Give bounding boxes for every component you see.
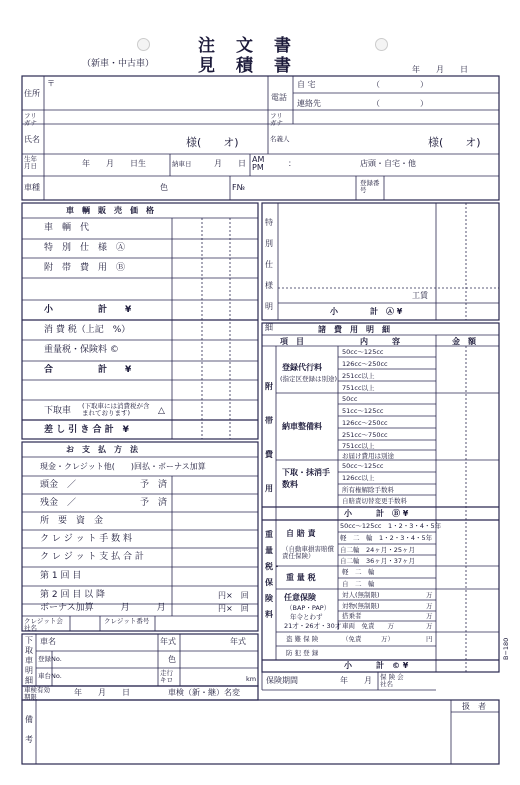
credit-number: クレジット番号 [104,617,150,625]
ins-pdate: 年 月 [340,676,372,685]
pay-item-5: 第 2 回 目 以 降 [40,590,106,600]
ins-nini: 任意保険 [284,593,316,602]
del-row-1: 50cc [342,395,358,403]
label-phone: 電話 [271,93,287,102]
payment-title: お 支 払 方 法 [66,445,138,454]
label-address: 住所 [24,89,40,98]
pay-item-1: 所 要 資 金 [40,516,104,526]
fees-title: 諸 費 用 明 細 [318,325,390,334]
trade-km: km [246,675,257,683]
vehicle-row-2: 特 別 仕 様 Ⓐ [44,243,126,253]
birth-date: 年 月 日生 [82,159,146,168]
inspection-shaken: 車検（新・継）名変 [168,688,240,697]
rest-left: 残金 ／ [40,498,77,508]
fees-h2: 内 容 [360,337,400,346]
spec-wage: 工賃 [412,291,428,300]
label-home: 自 宅 [297,80,316,89]
del-row-5: 751cc以上 [342,442,375,450]
reg-row-3: 251cc以上 [342,372,375,380]
reg-row-1: 50cc〜125cc [342,348,384,356]
dis-row-3: 所有権解除手数料 [342,486,394,494]
weight-row-2: 自 二 輪 [342,580,375,588]
nini-row-3-l: 搭乗者 [342,612,362,620]
dis-row-2: 126cc以上 [342,474,375,482]
fee-dispose: 下取・抹消手数料 [282,468,330,489]
ins-company: 保 険 会社名 [380,673,404,688]
delivery-date: 月 日 [214,159,246,168]
ins-nini2: （BAP・PAP） [286,604,331,612]
nini-row-2-l: 対物(無制限) [342,602,380,610]
ins-jibai-note: （自動車損害賠償責任保険） [282,545,334,560]
nini-row-5-r: 円 [426,635,433,643]
trade-chassis: 車台No. [38,672,62,680]
jibai-row-2: 軽 二 輪 1・2・3・4・5年 [340,534,433,542]
label-model: 車種 [24,183,40,192]
label-reg: 登録番号 [360,179,380,194]
fees-h3: 金 額 [452,337,476,346]
del-row-4: 251cc〜750cc [342,431,388,439]
inspection-date: 年 月 日 [74,688,130,697]
nini-row-2-r: 万 [426,602,433,610]
label-birth: 生年月日 [24,155,37,170]
subtitle: （新車・中古車） [82,59,155,69]
spec-subtotal: 小 計 Ⓐ ¥ [330,307,403,316]
tradein-triangle: △ [158,406,165,416]
label-furigana: フリガナ [24,112,37,127]
ins-nini4: 21才・26才・30才 [284,622,342,630]
fee-reg: 登録代行料 [282,363,322,372]
fee-delivery: 納車整備料 [282,422,322,431]
ins-theft: 盗 難 保 険 [286,635,319,643]
ins-subtotal: 小 計 © ¥ [344,661,409,670]
trade-regno: 登録No. [38,655,62,663]
trade-mileage: 走行キロ [160,669,173,684]
spec-title: 特別仕様明細 [265,218,273,332]
pay-item-3: ク レ ジ ッ ト 支 払 合 計 [40,552,144,562]
dis-row-4: 自賠責切替変更手数料 [342,497,407,505]
label-delivery: 納車日 [172,160,192,168]
fees-subtotal: 小 計 Ⓑ ¥ [344,509,409,518]
down-left: 頭金 ／ [40,480,77,490]
trade-year2: 年式 [230,637,246,646]
trade-car: 車名 [40,637,56,646]
fees-h1: 項 目 [280,337,304,346]
pay-yen-1: 円× 回 [218,591,249,600]
del-row-3: 126cc〜250cc [342,419,388,427]
ampm: AM PM [252,155,265,172]
vehicle-tax: 消 費 税（上記 %） [44,325,131,335]
rest-right: 予 済 [140,498,168,508]
name-sama: 様( オ) [186,136,239,149]
pay-yen-2: 円× 回 [218,604,249,613]
label-nominee: 名義人 [270,135,290,143]
jibai-row-1: 50cc〜125cc 1・2・3・4・5年 [340,522,442,530]
reg-row-2: 126cc〜250cc [342,360,388,368]
jibai-row-3: 自二輪 24ヶ月・25ヶ月 [340,546,416,554]
label-furigana2: フリガナ [270,112,283,127]
pay-item-4: 第 1 回 目 [40,571,82,581]
vehicle-subtotal: 小 計 ¥ [44,305,132,315]
pay-item-2: ク レ ジ ッ ト 手 数 料 [40,534,133,544]
trade-year: 年式 [160,637,176,646]
jibai-row-4: 自二輪 36ヶ月・37ヶ月 [340,557,416,565]
fees-side: 附帯費用 [265,382,273,493]
vehicle-weight: 重量税・保険料 © [44,345,119,355]
trade-color: 色 [168,655,176,664]
dis-row-1: 50cc〜125cc [342,462,384,470]
postal-mark: 〒 [47,79,55,88]
remarks-label: 備 考 [25,715,41,744]
nini-row-4-l: 車両 免責 万 [342,622,394,630]
ins-weight: 重 量 税 [286,573,316,582]
weight-row-1: 軽 二 輪 [342,568,375,576]
tradein-note: (下取車には消費税が含まれております) [82,402,150,417]
pay-item-6: ボーナス加算 月 月 [40,603,166,613]
label-name: 氏名 [24,135,40,144]
staff-label: 扱 者 [462,702,486,711]
place: 店頭・自宅・他 [360,159,416,168]
inspection-label: 車検有効期限 [24,686,50,701]
nini-row-1-l: 対人(無制限) [342,591,380,599]
label-color: 色 [160,183,168,192]
credit-company: クレジット会社名 [24,617,63,632]
nini-row-1-r: 万 [426,591,433,599]
nominee-sama: 様( オ) [428,136,481,149]
nini-row-3-r: 万 [426,612,433,620]
header-date: 年 月 日 [412,65,468,74]
vehicle-row-3: 附 帯 費 用 Ⓑ [44,263,126,273]
ins-nini3: 年令とわず [290,613,323,621]
label-fno: F№ [232,183,245,192]
nini-row-4-r: 万 [426,622,433,630]
reg-row-4: 751cc以上 [342,384,375,392]
title-estimate: 見 積 書 [198,56,293,76]
vehicle-balance: 差 し 引 き 合 計 ¥ [44,425,129,435]
nini-row-5-l: （免責 万） [342,635,394,643]
ins-period: 保険期間 [266,676,298,685]
del-row-6: お届け費用は別途 [342,452,394,460]
home-paren: （ ） [372,80,428,89]
form-code: B−180 [502,637,510,660]
fee-reg-note: (指定区登録は別途) [280,375,338,383]
ins-jibai: 自 賠 責 [286,529,316,538]
tradein-label: 下取車 [44,406,72,416]
ins-security: 防 犯 登 録 [286,649,319,657]
time-colon: ： [288,159,296,168]
title-order: 注 文 書 [198,36,293,56]
vehicle-title: 車 輌 販 売 価 格 [66,206,154,215]
contact-paren: （ ） [372,99,428,108]
label-contact: 連絡先 [297,99,321,108]
vehicle-total: 合 計 ¥ [44,365,132,375]
payment-method: 現金・クレジット他( )回払・ボーナス加算 [40,462,206,471]
trade-side: 下取車明細 [25,636,33,685]
vehicle-row-1: 車 輌 代 [44,223,90,233]
down-right: 予 済 [140,480,168,490]
ins-side: 重量税・保険料 [265,530,281,619]
del-row-2: 51cc〜125cc [342,407,384,415]
